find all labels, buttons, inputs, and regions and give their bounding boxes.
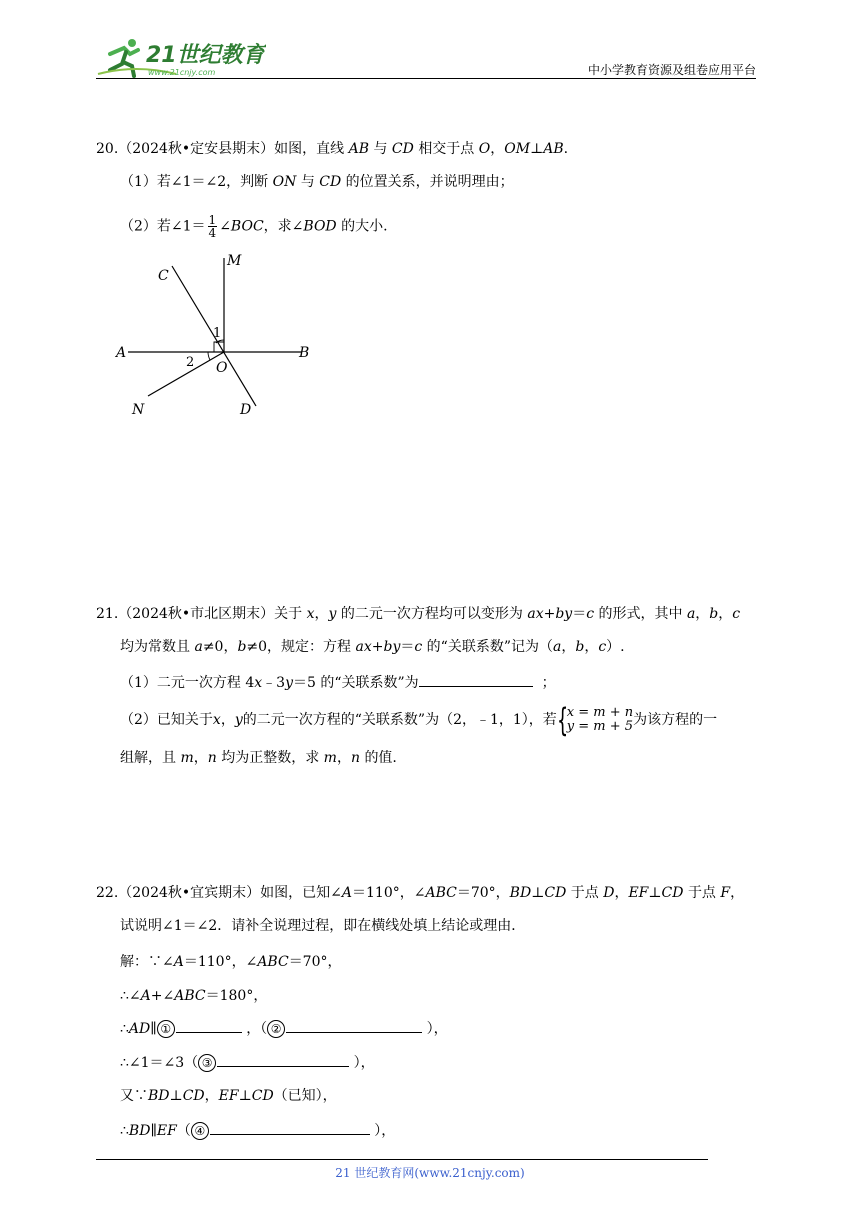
- site-logo: [96, 34, 266, 80]
- answer-blank[interactable]: [419, 672, 533, 687]
- label-D: D: [240, 402, 252, 418]
- q21-stem-line2: 均为常数且 a≠0，b≠0，规定：方程 ax+by＝c 的“关联系数”记为（a，b，c）.: [120, 639, 625, 655]
- blank-3[interactable]: [217, 1052, 349, 1067]
- equation-system: { x = m + n y = m + 5: [556, 701, 634, 739]
- q22-step3: ∴AD∥ ① ，（ ② ），: [120, 1018, 448, 1039]
- blank-1[interactable]: [176, 1018, 242, 1033]
- label-angle-1: 1: [213, 326, 222, 341]
- label-B: B: [299, 345, 310, 361]
- label-M: M: [227, 253, 242, 269]
- q22-step4: ∴∠1＝∠3（ ③ ），: [120, 1052, 375, 1073]
- q22-step5: 又∵BD⊥CD，EF⊥CD（已知），: [120, 1088, 337, 1104]
- header-rule: [96, 78, 756, 79]
- q20-part2: （2）若∠1＝ $\frac{1}{4}$ ∠BOC，求∠BOD 的大小.: [120, 213, 388, 240]
- q22-stem-line1: 22.（2024秋•宜宾期末）如图，已知∠A＝110°，∠ABC＝70°，BD⊥CD 于点 D，EF⊥CD 于点 F，: [96, 885, 745, 901]
- label-C: C: [158, 268, 169, 284]
- logo-text: 21世纪教育: [146, 43, 265, 68]
- q20-part1: （1）若∠1＝∠2，判断 ON 与 CD 的位置关系，并说明理由；: [120, 174, 514, 190]
- q20-stem: 20.（2024秋•定安县期末）如图，直线 AB 与 CD 相交于点 O，OM⊥AB.: [96, 141, 569, 157]
- q21-part2: （2）已知关于x，y的二元一次方程的“关联系数”为（2，﹣1，1），若 { x = m + n y = m + 5 为该方程的一: [120, 701, 718, 739]
- q21-stem-line1: 21.（2024秋•市北区期末）关于 x，y 的二元一次方程均可以变形为 ax+by＝c 的形式，其中 a，b，c: [96, 606, 741, 622]
- angle-2-arc: [208, 352, 210, 360]
- label-angle-2: 2: [186, 355, 195, 370]
- q21-part2-cont: 组解，且 m，n 均为正整数，求 m，n 的值.: [120, 750, 397, 766]
- blank-4[interactable]: [210, 1120, 370, 1135]
- geometry-figure: [112, 248, 322, 424]
- fraction-one-quarter: $\frac{1}{4}$: [208, 213, 217, 240]
- q22-step6: ∴BD∥EF（ ④ ），: [120, 1120, 395, 1141]
- label-O: O: [216, 360, 228, 376]
- blank-2[interactable]: [286, 1018, 422, 1033]
- q22-step2: ∴∠A+∠ABC＝180°，: [120, 988, 268, 1004]
- q21-part1: （1）二元一次方程 4x﹣3y＝5 的“关联系数”为 ；: [120, 672, 556, 693]
- logo-url: www.21cnjy.com: [148, 68, 216, 77]
- q22-stem-line2: 试说明∠1＝∠2．请补全说理过程，即在横线处填上结论或理由．: [120, 918, 526, 934]
- footer-link[interactable]: 21 世纪教育网(www.21cnjy.com): [335, 1166, 525, 1180]
- label-A: A: [116, 345, 127, 361]
- q22-step1: 解：∵∠A＝110°，∠ABC＝70°，: [120, 954, 342, 970]
- label-N: N: [132, 402, 145, 418]
- header-tagline: 中小学教育资源及组卷应用平台: [587, 63, 756, 77]
- footer-rule: [96, 1159, 708, 1160]
